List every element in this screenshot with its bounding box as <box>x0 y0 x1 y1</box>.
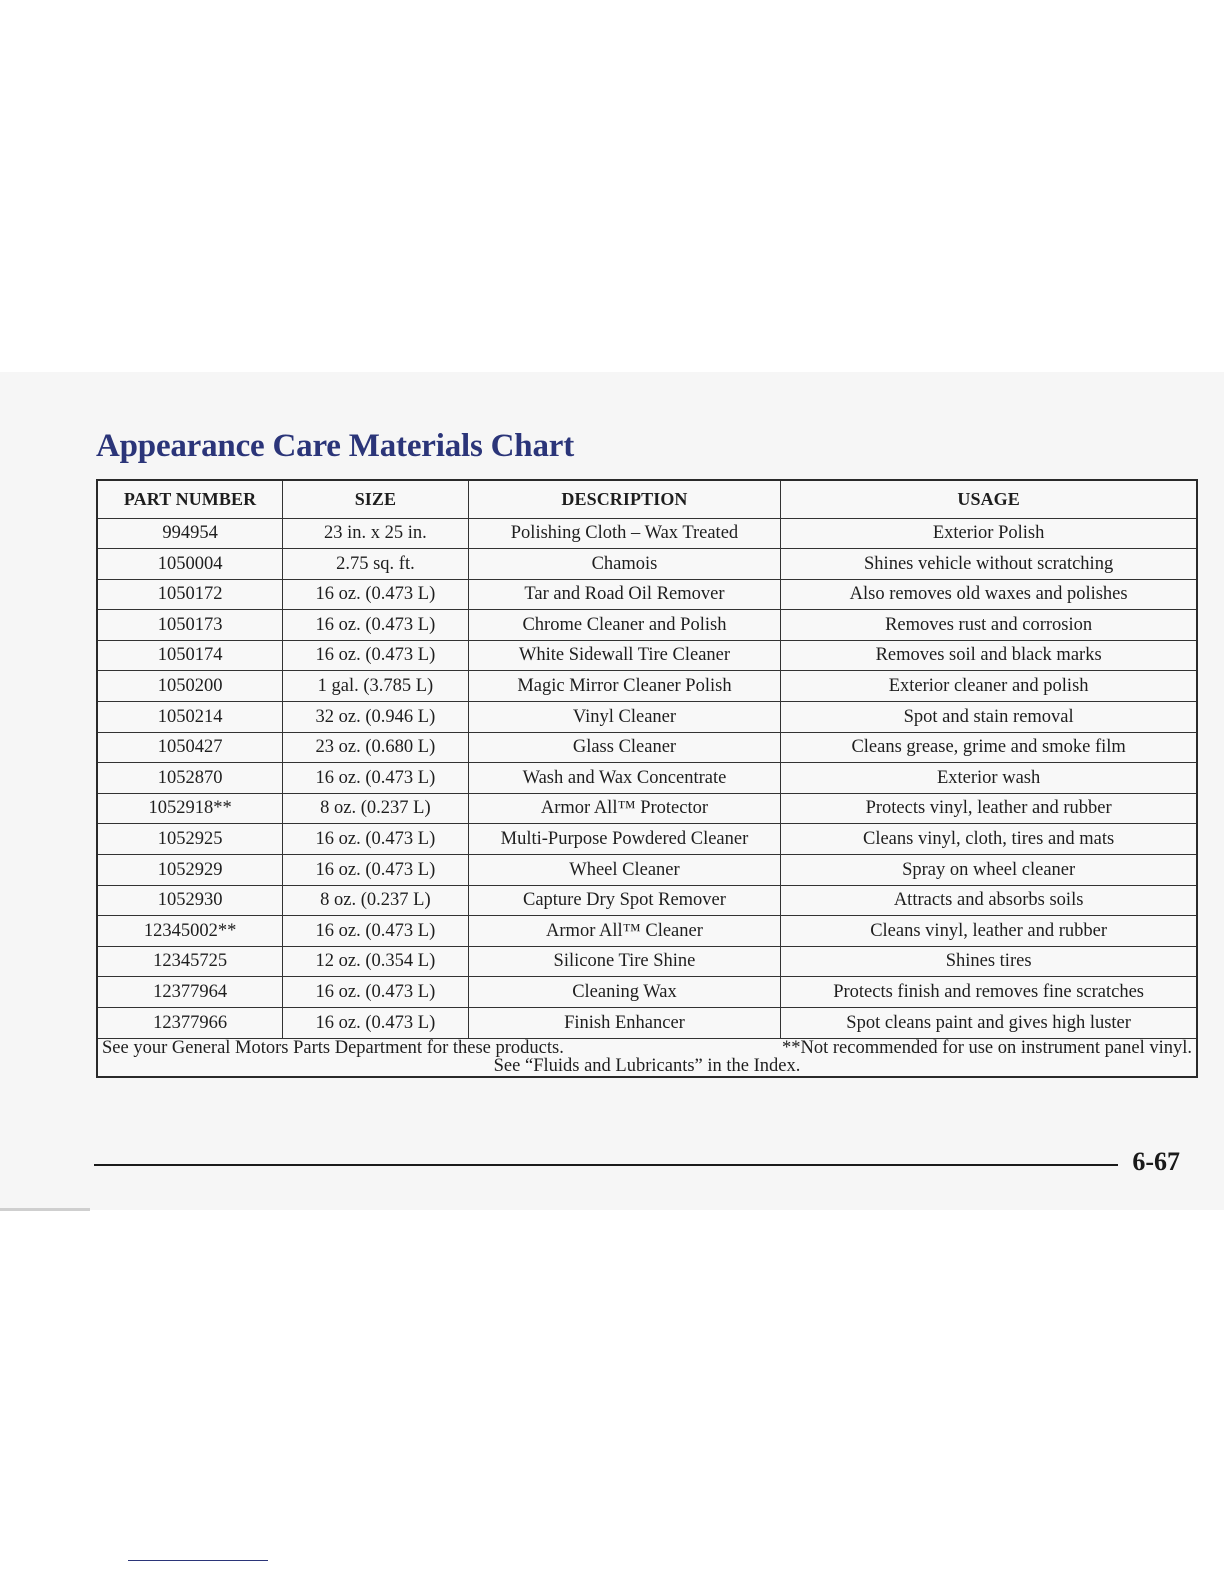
cell-part-number: 12345002** <box>97 916 283 947</box>
table-row <box>97 549 1197 580</box>
cell-part-number: 1050200 <box>97 671 283 702</box>
cell-part-number: 12377964 <box>97 977 283 1008</box>
cell-part-number: 1052918** <box>97 793 283 824</box>
cell-usage: Shines vehicle without scratching <box>781 549 1197 580</box>
cell-description: Cleaning Wax <box>468 977 781 1008</box>
cell-description: Multi-Purpose Powdered Cleaner <box>468 824 781 855</box>
cell-usage: Protects finish and removes fine scratches <box>781 977 1197 1008</box>
cell-usage: Cleans vinyl, cloth, tires and mats <box>781 824 1197 855</box>
cell-description: Wheel Cleaner <box>468 855 781 886</box>
cell-size: 8 oz. (0.237 L) <box>283 793 469 824</box>
header-part-number: PART NUMBER <box>97 480 283 518</box>
cell-description: Wash and Wax Concentrate <box>468 763 781 794</box>
cell-part-number: 1052925 <box>97 824 283 855</box>
table-row <box>97 702 1197 733</box>
table-header-row <box>97 480 1197 518</box>
table-row <box>97 610 1197 641</box>
cell-description: Silicone Tire Shine <box>468 946 781 977</box>
cell-size: 16 oz. (0.473 L) <box>283 977 469 1008</box>
table-row <box>97 763 1197 794</box>
table-row <box>97 793 1197 824</box>
cell-usage: Protects vinyl, leather and rubber <box>781 793 1197 824</box>
cell-size: 8 oz. (0.237 L) <box>283 885 469 916</box>
cell-description: Finish Enhancer <box>468 1008 781 1039</box>
cell-part-number: 1050174 <box>97 640 283 671</box>
cell-description: Polishing Cloth – Wax Treated <box>468 518 781 549</box>
cell-description: Chamois <box>468 549 781 580</box>
cell-size: 16 oz. (0.473 L) <box>283 610 469 641</box>
note-fluids-reference: See “Fluids and Lubricants” in the Index. <box>493 1056 801 1077</box>
cell-size: 12 oz. (0.354 L) <box>283 946 469 977</box>
footer-rule <box>94 1164 1118 1166</box>
cell-part-number: 994954 <box>97 518 283 549</box>
table-row <box>97 518 1197 549</box>
page-title: Appearance Care Materials Chart <box>96 428 574 464</box>
table-row <box>97 1008 1197 1039</box>
cell-description: Magic Mirror Cleaner Polish <box>468 671 781 702</box>
cell-size: 16 oz. (0.473 L) <box>283 824 469 855</box>
cell-usage: Shines tires <box>781 946 1197 977</box>
table-row <box>97 977 1197 1008</box>
cell-usage: Removes rust and corrosion <box>781 610 1197 641</box>
cell-size: 16 oz. (0.473 L) <box>283 579 469 610</box>
cell-description: Tar and Road Oil Remover <box>468 579 781 610</box>
cell-part-number: 12377966 <box>97 1008 283 1039</box>
cell-usage: Removes soil and black marks <box>781 640 1197 671</box>
cell-usage: Also removes old waxes and polishes <box>781 579 1197 610</box>
cell-part-number: 1050173 <box>97 610 283 641</box>
cell-description: Armor All™ Cleaner <box>468 916 781 947</box>
cell-usage: Exterior wash <box>781 763 1197 794</box>
table-notes <box>97 1038 1197 1077</box>
cell-part-number: 1050427 <box>97 732 283 763</box>
table-row <box>97 824 1197 855</box>
cell-part-number: 1050004 <box>97 549 283 580</box>
table-body <box>97 518 1197 1038</box>
cell-size: 2.75 sq. ft. <box>283 549 469 580</box>
cell-size: 16 oz. (0.473 L) <box>283 855 469 886</box>
cell-description: Vinyl Cleaner <box>468 702 781 733</box>
cell-size: 23 oz. (0.680 L) <box>283 732 469 763</box>
cell-part-number: 1052930 <box>97 885 283 916</box>
cell-description: Capture Dry Spot Remover <box>468 885 781 916</box>
header-size: SIZE <box>283 480 469 518</box>
cell-usage: Spot cleans paint and gives high luster <box>781 1008 1197 1039</box>
header-description: DESCRIPTION <box>468 480 781 518</box>
cell-description: Armor All™ Protector <box>468 793 781 824</box>
table-row <box>97 916 1197 947</box>
cell-size: 23 in. x 25 in. <box>283 518 469 549</box>
cell-size: 16 oz. (0.473 L) <box>283 1008 469 1039</box>
note-not-recommended: **Not recommended for use on instrument panel vinyl. <box>782 1037 1192 1058</box>
cell-size: 16 oz. (0.473 L) <box>283 763 469 794</box>
table-row <box>97 946 1197 977</box>
cell-description: Chrome Cleaner and Polish <box>468 610 781 641</box>
cell-usage: Cleans grease, grime and smoke film <box>781 732 1197 763</box>
cell-part-number: 1050172 <box>97 579 283 610</box>
cell-size: 32 oz. (0.946 L) <box>283 702 469 733</box>
cell-part-number: 1050214 <box>97 702 283 733</box>
cell-part-number: 12345725 <box>97 946 283 977</box>
cell-part-number: 1052870 <box>97 763 283 794</box>
table-row <box>97 579 1197 610</box>
table-row <box>97 640 1197 671</box>
table-row <box>97 855 1197 886</box>
table-row <box>97 885 1197 916</box>
cell-description: White Sidewall Tire Cleaner <box>468 640 781 671</box>
cell-size: 16 oz. (0.473 L) <box>283 640 469 671</box>
bottom-link-underline <box>128 1560 268 1561</box>
cell-usage: Spot and stain removal <box>781 702 1197 733</box>
band-edge-divider <box>0 1208 90 1211</box>
table-row <box>97 732 1197 763</box>
header-usage: USAGE <box>781 480 1197 518</box>
cell-description: Glass Cleaner <box>468 732 781 763</box>
appearance-care-table <box>96 479 1198 1078</box>
table-notes-row <box>97 1038 1197 1077</box>
cell-usage: Attracts and absorbs soils <box>781 885 1197 916</box>
page-number: 6-67 <box>1132 1147 1180 1176</box>
cell-usage: Spray on wheel cleaner <box>781 855 1197 886</box>
note-parts-department: See your General Motors Parts Department for these products. <box>102 1037 564 1058</box>
cell-usage: Cleans vinyl, leather and rubber <box>781 916 1197 947</box>
table-row <box>97 671 1197 702</box>
cell-size: 1 gal. (3.785 L) <box>283 671 469 702</box>
cell-usage: Exterior Polish <box>781 518 1197 549</box>
cell-usage: Exterior cleaner and polish <box>781 671 1197 702</box>
cell-part-number: 1052929 <box>97 855 283 886</box>
cell-size: 16 oz. (0.473 L) <box>283 916 469 947</box>
